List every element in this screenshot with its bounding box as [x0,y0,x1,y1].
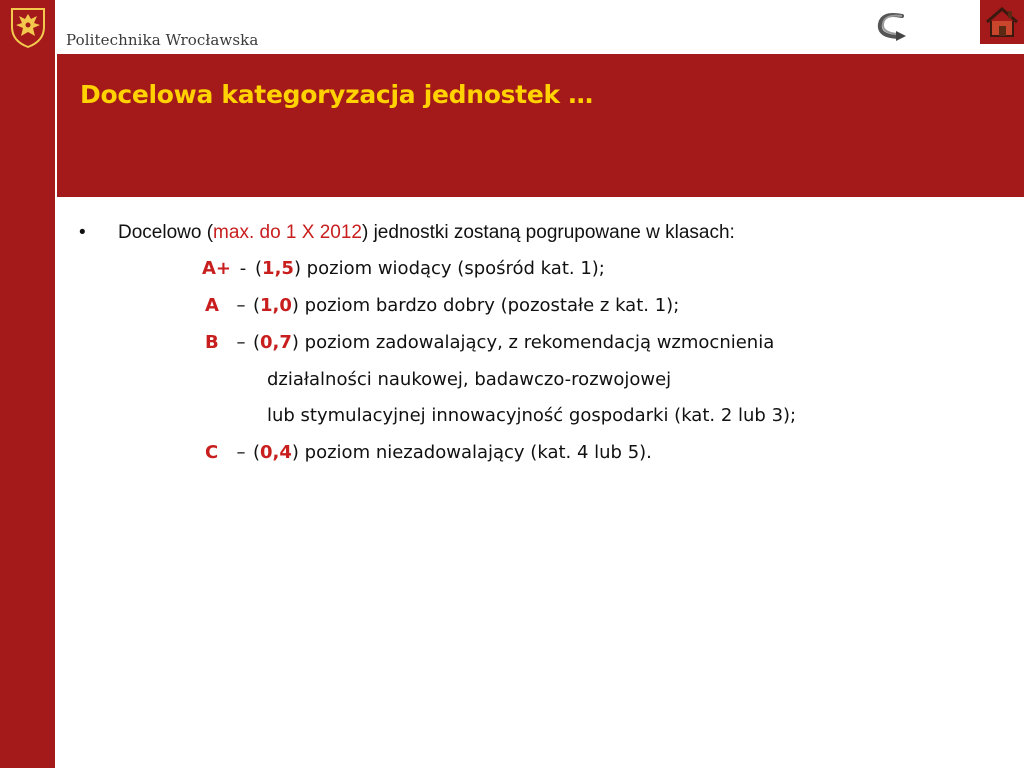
category-label: C [205,442,219,463]
bullet-marker: • [79,222,86,243]
left-rail [0,197,55,768]
category-description: ) poziom zadowalający, z rekomendacją wzmocnienia [291,332,775,353]
open-paren: ( [253,442,261,463]
header-bar [0,0,1024,54]
category-value: 0,7 [260,332,292,353]
university-name: Politechnika Wrocławska [66,31,259,49]
deadline-text: max. do 1 X 2012 [213,222,362,243]
intro-suffix: ) jednostki zostaną pogrupowane w klasach: [361,222,735,243]
intro-prefix: Docelowo ( [118,222,214,243]
home-icon [983,3,1021,41]
category-dash: - [239,258,247,279]
category-dash: – [236,332,246,353]
category-item [205,442,652,464]
title-band [0,54,1024,197]
title-band-divider [55,54,57,197]
home-button[interactable] [980,0,1024,44]
category-label: A+ [202,258,232,279]
category-continuation: działalności naukowej, badawczo-rozwojowej [267,369,672,390]
open-paren: ( [253,332,261,353]
category-label: B [205,332,219,353]
category-description: ) poziom wiodący (spośród kat. 1); [293,258,605,279]
open-paren: ( [255,258,263,279]
category-dash: – [236,442,246,463]
category-value: 0,4 [260,442,292,463]
category-description: ) poziom niezadowalający (kat. 4 lub 5). [291,442,652,463]
open-paren: ( [253,295,261,316]
category-continuation: lub stymulacyjnej innowacyjność gospodarki (kat. 2 lub 3); [267,405,797,426]
category-label: A [205,295,219,316]
category-item [205,295,679,317]
slide-title: Docelowa kategoryzacja jednostek … [80,80,593,109]
category-dash: – [236,295,246,316]
intro-line [118,222,735,244]
category-description: ) poziom bardzo dobry (pozostałe z kat. 1); [291,295,680,316]
eagle-crest-icon [6,5,50,49]
category-value: 1,0 [260,295,292,316]
return-arrow-icon[interactable] [872,10,912,44]
category-item [202,258,605,280]
category-item [205,332,774,354]
university-logo [0,0,55,54]
category-value: 1,5 [262,258,294,279]
